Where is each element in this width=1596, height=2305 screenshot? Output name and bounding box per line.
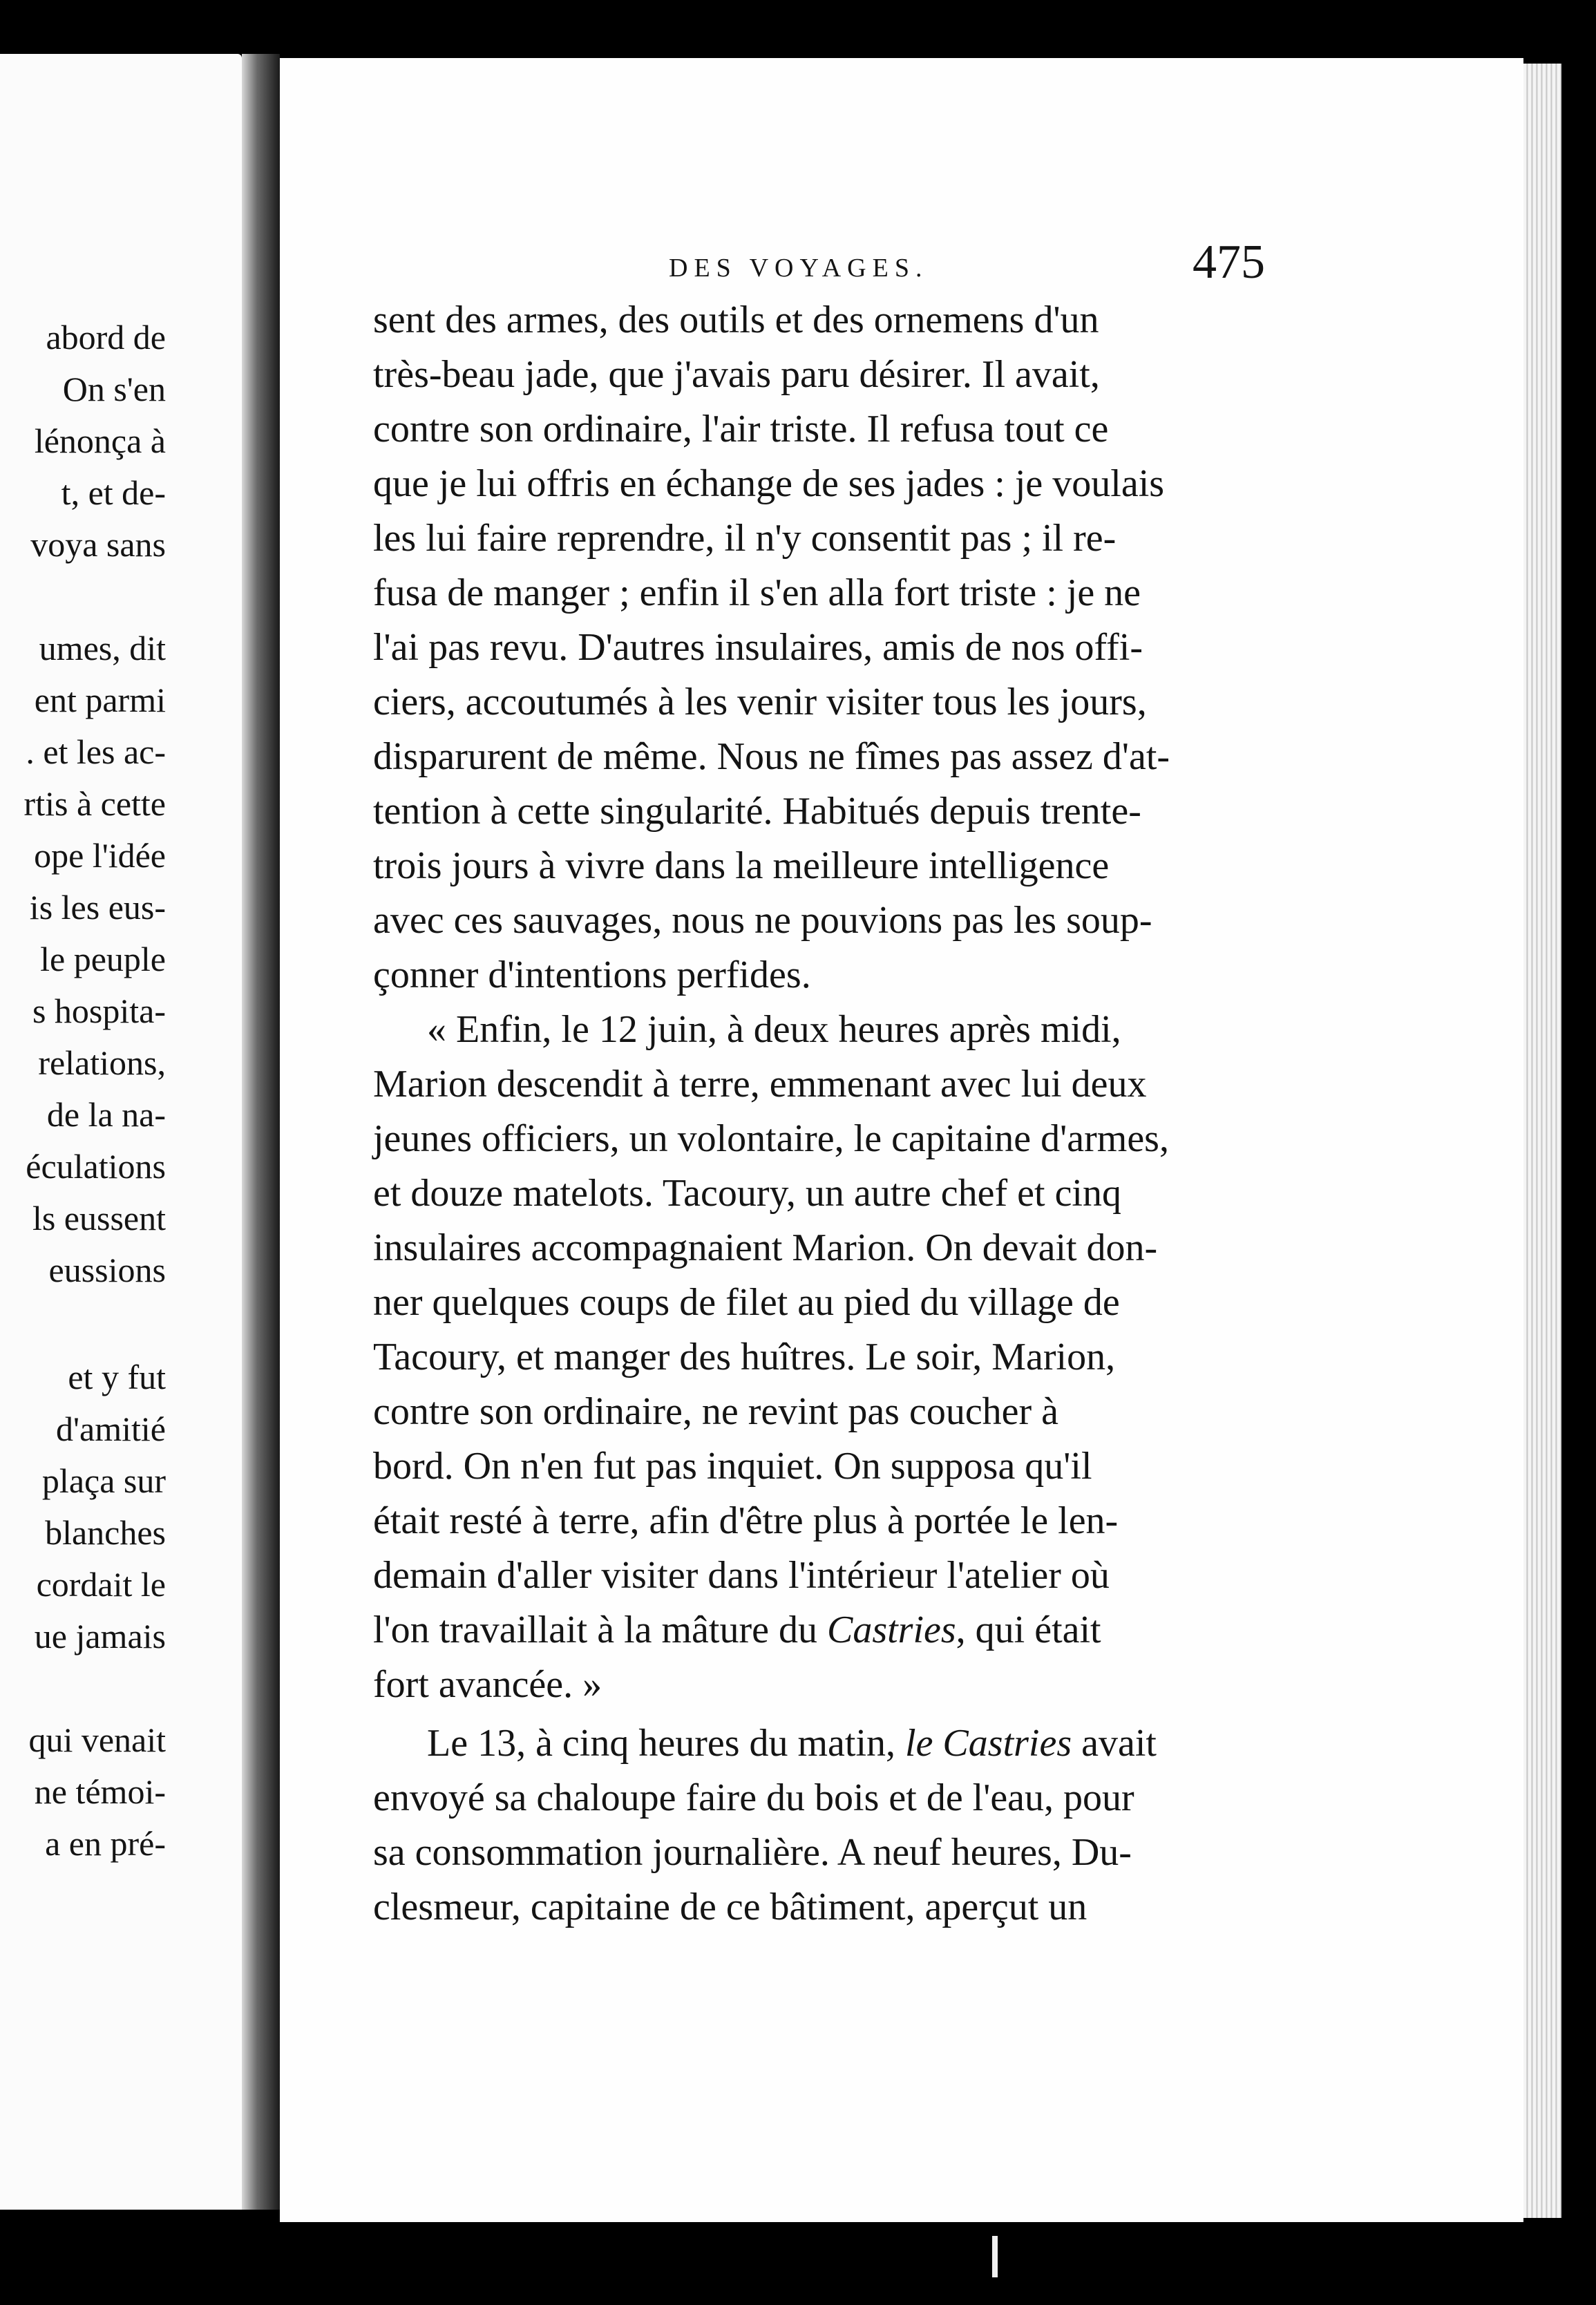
left-line: abord de <box>46 318 166 357</box>
left-line: cordait le <box>36 1565 166 1604</box>
text-line: contre son ordinaire, ne revint pas coucher à <box>373 1390 1059 1433</box>
text-line: ner quelques coups de filet au pied du village de <box>373 1281 1120 1324</box>
left-line: éculations <box>26 1147 166 1186</box>
text-run: Le 13, à cinq heures du matin, <box>427 1722 906 1765</box>
text-line: insulaires accompagnaient Marion. On devait don- <box>373 1226 1158 1269</box>
text-line: disparurent de même. Nous ne fîmes pas assez d'at- <box>373 735 1170 778</box>
left-line: ent parmi <box>34 681 166 719</box>
left-line: le peuple <box>40 940 166 978</box>
text-line: sa consommation journalière. A neuf heures, Du- <box>373 1831 1132 1874</box>
text-line: avec ces sauvages, nous ne pouvions pas les soup- <box>373 899 1152 942</box>
left-line: plaça sur <box>41 1461 166 1500</box>
left-line: . et les ac- <box>26 732 166 771</box>
text-line: trois jours à vivre dans la meilleure intelligence <box>373 844 1110 887</box>
left-line: is les eus- <box>29 888 166 927</box>
text-line: çonner d'intentions perfides. <box>373 954 811 996</box>
left-line: voya sans <box>30 525 166 564</box>
text-line: bord. On n'en fut pas inquiet. On supposa qu'il <box>373 1445 1092 1488</box>
left-line: s hospita- <box>32 992 166 1030</box>
text-run: avait <box>1072 1722 1157 1765</box>
left-line: ls eussent <box>32 1199 166 1237</box>
running-head: DES VOYAGES. <box>669 254 929 283</box>
text-line: Tacoury, et manger des huîtres. Le soir, Marion, <box>373 1336 1116 1378</box>
text-line: les lui faire reprendre, il n'y consentit pas ; il re- <box>373 517 1117 560</box>
left-line: On s'en <box>62 370 166 408</box>
text-line: demain d'aller visiter dans l'intérieur l'atelier où <box>373 1554 1110 1597</box>
text-line: l'ai pas revu. D'autres insulaires, amis de nos offi- <box>373 626 1143 669</box>
text-line: sent des armes, des outils et des ornemens d'un <box>373 298 1099 341</box>
scan-artifact <box>992 2236 998 2277</box>
page-number: 475 <box>1193 236 1265 289</box>
text-line <box>373 1606 1101 1654</box>
text-line: que je lui offris en échange de ses jades : je voulais <box>373 462 1165 505</box>
text-line: et douze matelots. Tacoury, un autre chef et cinq <box>373 1172 1121 1215</box>
left-line: a en pré- <box>45 1824 166 1863</box>
left-line: ope l'idée <box>34 836 166 875</box>
text-run: , qui était <box>956 1609 1101 1651</box>
ship-name-italic: Castries <box>826 1609 956 1651</box>
text-line: tention à cette singularité. Habitués depuis trente- <box>373 790 1141 833</box>
text-line: était resté à terre, afin d'être plus à portée le len- <box>373 1499 1119 1542</box>
left-line: qui venait <box>28 1720 166 1759</box>
left-line: ue jamais <box>34 1617 166 1656</box>
text-line: « Enfin, le 12 juin, à deux heures après midi, <box>427 1008 1121 1051</box>
text-line: fort avancée. » <box>373 1663 602 1706</box>
left-line: blanches <box>45 1513 166 1552</box>
page-edge <box>1523 64 1561 2218</box>
left-line: umes, dit <box>39 629 166 667</box>
text-line: clesmeur, capitaine de ce bâtiment, aperçut un <box>373 1886 1087 1928</box>
book-gutter <box>242 54 280 2210</box>
left-line: de la na- <box>46 1095 166 1134</box>
left-line: lénonça à <box>34 421 166 460</box>
ship-name-italic: le Castries <box>905 1722 1072 1765</box>
text-run: l'on travaillait à la mâture du <box>373 1609 827 1651</box>
text-line: Marion descendit à terre, emmenant avec lui deux <box>373 1063 1147 1106</box>
left-line: d'amitié <box>56 1410 166 1448</box>
text-line: jeunes officiers, un volontaire, le capitaine d'armes, <box>373 1117 1169 1160</box>
text-line: fusa de manger ; enfin il s'en alla fort triste : je ne <box>373 571 1141 614</box>
text-line: ciers, accoutumés à les venir visiter tous les jours, <box>373 681 1147 723</box>
left-facing-page <box>0 54 242 2210</box>
text-line: très-beau jade, que j'avais paru désirer. Il avait, <box>373 353 1100 396</box>
text-line <box>373 1719 1157 1767</box>
left-line: relations, <box>38 1043 166 1082</box>
left-line: t, et de- <box>61 473 166 512</box>
left-line: eussions <box>48 1251 166 1289</box>
left-line: rtis à cette <box>23 784 166 823</box>
text-line: contre son ordinaire, l'air triste. Il refusa tout ce <box>373 408 1109 450</box>
text-line: envoyé sa chaloupe faire du bois et de l'eau, pour <box>373 1776 1134 1819</box>
left-line: et y fut <box>68 1358 166 1396</box>
left-line: ne témoi- <box>34 1772 166 1811</box>
